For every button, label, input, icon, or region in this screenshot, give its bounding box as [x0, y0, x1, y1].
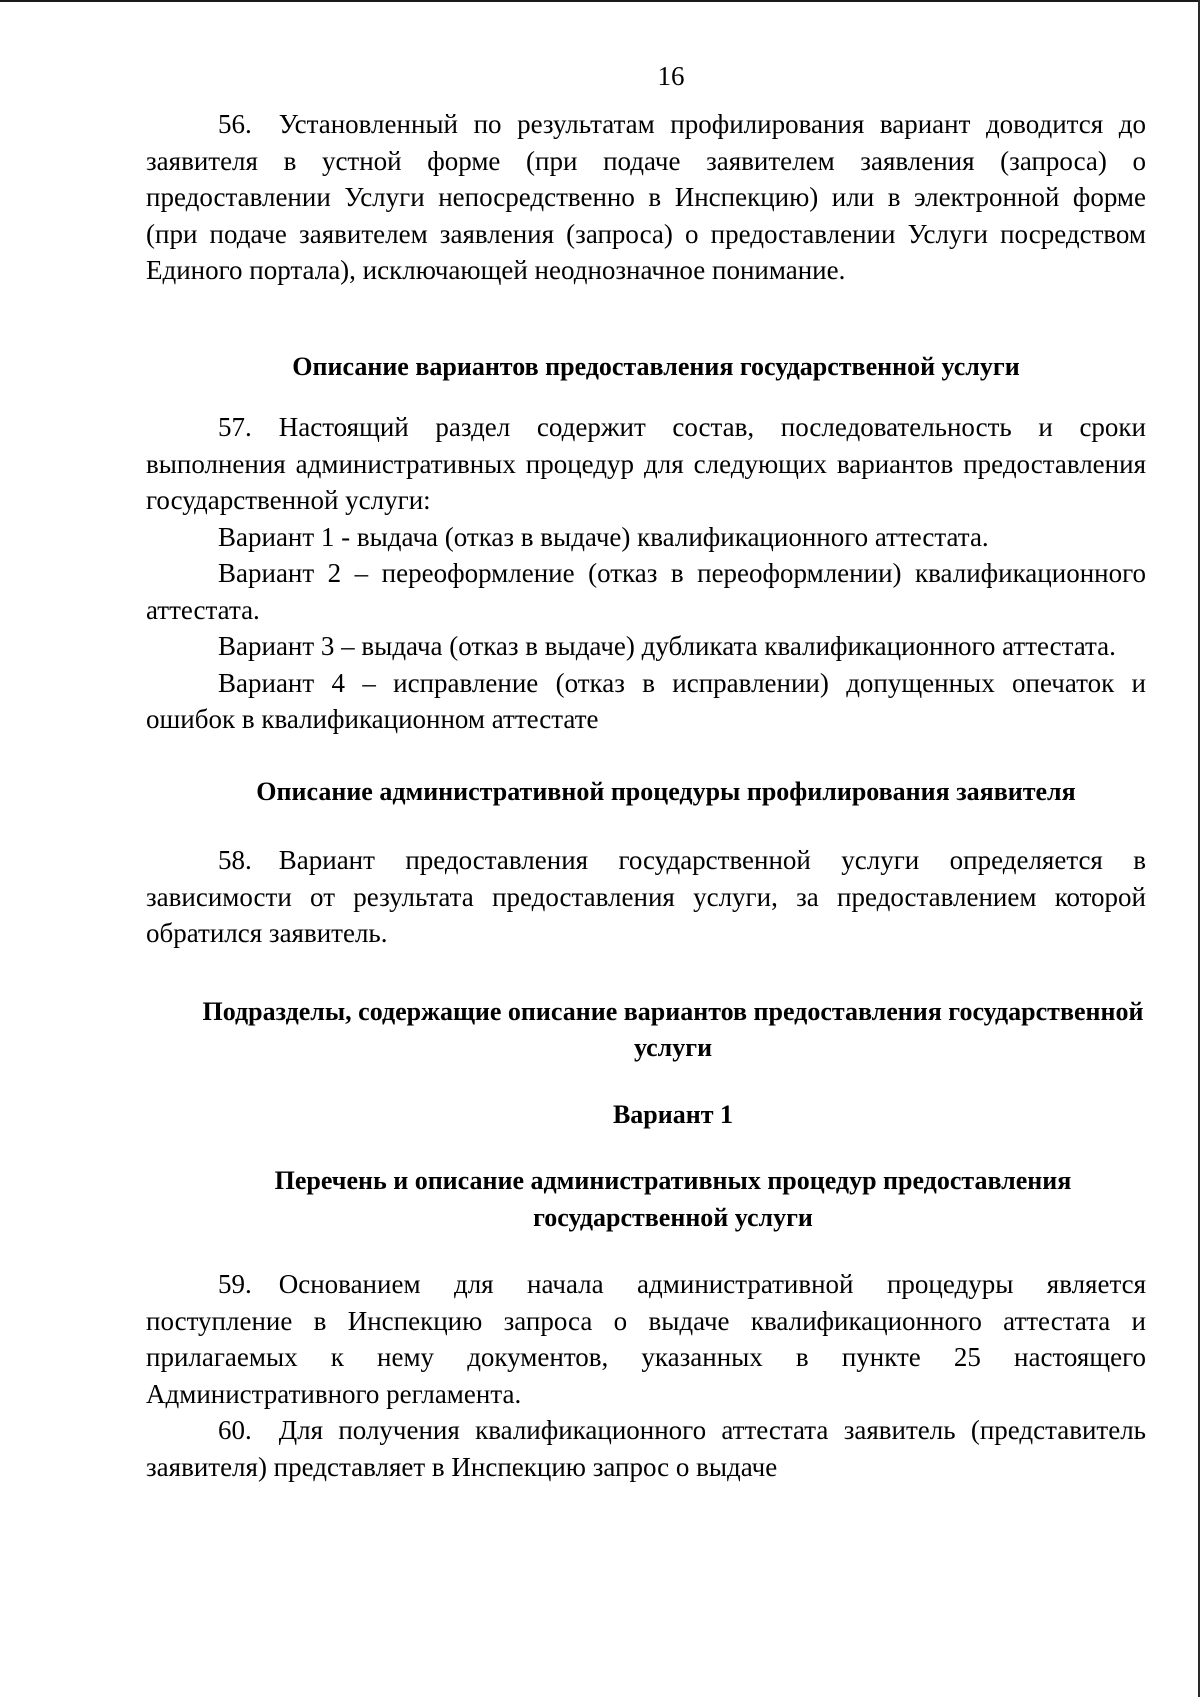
paragraph-58: 58. Вариант предоставления государственной услуги определяется в зависимости от результата предоставления услуги, за предоставлением которой обратился заявитель. — [146, 845, 1146, 948]
heading-profiling-procedure: Описание административной процедуры профилирования заявителя — [256, 776, 1076, 806]
page-content — [146, 52, 1146, 1485]
variant-3-item: Вариант 3 – выдача (отказ в выдаче) дубликата квалификационного аттестата. — [218, 631, 1116, 661]
page-number: 16 — [657, 61, 685, 91]
paragraph-57: 57. Настоящий раздел содержит состав, последовательность и сроки выполнения административных процедур для следующих вариантов предоставления государственной услуги: — [146, 412, 1146, 515]
heading-variant-1: Вариант 1 — [612, 1099, 734, 1129]
variant-2-item: Вариант 2 – переоформление (отказ в переоформлении) квалификационного аттестата. — [146, 558, 1146, 625]
paragraph-56: 56. Установленный по результатам профилирования вариант доводится до заявителя в устной форме (при подаче заявителем заявления (запроса) о предоставлении Услуги непосредственно в Инспекцию) или в электронной форме (при подаче заявителем заявления (запроса) о предоставлении Услуги посредством Единого портала), исключающей неоднозначное понимание. — [146, 109, 1146, 285]
heading-subsections: Подразделы, содержащие описание вариантов предоставления государственной услуги — [202, 996, 1144, 1062]
variant-1-item: Вариант 1 - выдача (отказ в выдаче) квалификационного аттестата. — [218, 521, 989, 552]
heading-procedures-list: Перечень и описание административных процедур предоставления государственной услуги — [274, 1166, 1072, 1232]
scan-top-edge — [0, 0, 1200, 2]
paragraph-60: 60. Для получения квалификационного аттестата заявитель (представитель заявителя) представляет в Инспекцию запрос о выдаче — [146, 1415, 1146, 1482]
variant-4-item: Вариант 4 – исправление (отказ в исправлении) допущенных опечаток и ошибок в квалификационном аттестате — [146, 667, 1146, 734]
paragraph-59: 59. Основанием для начала административной процедуры является поступление в Инспекцию запроса о выдаче квалификационного аттестата и прилагаемых к нему документов, указанных в пункте 25 настоящего Административного регламента. — [146, 1269, 1146, 1409]
heading-variants-description: Описание вариантов предоставления государственной услуги — [292, 351, 1020, 381]
